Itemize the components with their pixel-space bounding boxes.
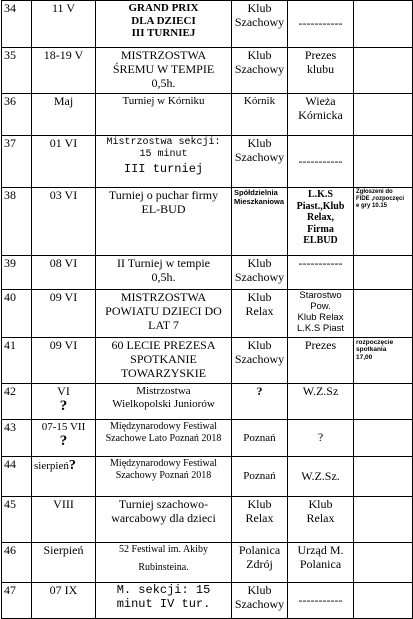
row-event: 60 LECIE PREZESA SPOTKANIE TOWARZYSKIE — [96, 338, 232, 384]
row-number: 43 — [2, 420, 32, 457]
row-organizer: W.Z.Sz. — [288, 457, 354, 497]
row-notes — [354, 543, 413, 583]
row-notes: rozpoczęcie spotkania 17,00 — [354, 338, 413, 384]
row-organizer: L.K.S Piast.,Klub Relax, Firma ELBUD — [288, 188, 354, 256]
row-number: 39 — [2, 256, 32, 290]
row-number: 37 — [2, 136, 32, 188]
row-event: Turniej szachowo- warcabowy dla dzieci — [96, 497, 232, 543]
row-number: 46 — [2, 543, 32, 583]
row-notes — [354, 583, 413, 619]
row-organizer: W.Z.Sz — [288, 384, 354, 420]
row-notes — [354, 457, 413, 497]
row-event: Mistrzostwa Wielkopolski Juniorów — [96, 384, 232, 420]
table-row — [2, 136, 413, 188]
row-number: 34 — [2, 1, 32, 48]
row-date: 09 VI — [32, 338, 96, 384]
table-row — [2, 420, 413, 457]
table-row — [2, 256, 413, 290]
row-event: GRAND PRIX DLA DZIECI III TURNIEJ — [96, 1, 232, 48]
table-row — [2, 457, 413, 497]
row-number: 36 — [2, 94, 32, 136]
row-number: 41 — [2, 338, 32, 384]
row-date: 18-19 V — [32, 48, 96, 94]
row-organizer: ----------- — [288, 136, 354, 188]
row-date: VI ? — [32, 384, 96, 420]
row-organizer: Prezes klubu — [288, 48, 354, 94]
row-date: 01 VI — [32, 136, 96, 188]
table-row — [2, 543, 413, 583]
row-date: 08 VI — [32, 256, 96, 290]
row-number: 40 — [2, 290, 32, 338]
row-organizer: ----------- — [288, 1, 354, 48]
row-event: MISTRZOSTWA ŚREMU W TEMPIE 0,5h. — [96, 48, 232, 94]
row-date: Maj — [32, 94, 96, 136]
row-place: Klub Relax — [232, 497, 288, 543]
row-place: Klub Szachowy — [232, 338, 288, 384]
row-event: 52 Festiwal im. Akiby Rubinsteina. — [96, 543, 232, 583]
row-place: Klub Szachowy — [232, 583, 288, 619]
row-notes — [354, 384, 413, 420]
row-event: Międzynarodowy Festiwal Szachowy Poznań 2018 — [96, 457, 232, 497]
row-date: 03 VI — [32, 188, 96, 256]
row-notes — [354, 256, 413, 290]
row-place: ? — [232, 384, 288, 420]
row-place: Klub Szachowy — [232, 48, 288, 94]
row-place: Klub Szachowy — [232, 256, 288, 290]
row-date: 07 IX — [32, 583, 96, 619]
row-organizer: Klub Relax — [288, 497, 354, 543]
table-row — [2, 497, 413, 543]
row-notes: Zgłoszeni do FIDE ,rozpoczęci e gry 10.15 — [354, 188, 413, 256]
row-place: Poznań — [232, 457, 288, 497]
row-organizer: Starostwo Pow. Klub Relax L.K.S Piast — [288, 290, 354, 338]
row-number: 38 — [2, 188, 32, 256]
row-date: 09 VI — [32, 290, 96, 338]
row-place: Klub Relax — [232, 290, 288, 338]
row-number: 45 — [2, 497, 32, 543]
row-notes — [354, 48, 413, 94]
table-row — [2, 384, 413, 420]
question-mark: ? — [68, 458, 76, 473]
question-mark: ? — [59, 397, 68, 414]
table-row — [2, 290, 413, 338]
row-organizer: ----------- — [288, 256, 354, 290]
row-event: Mistrzostwa sekcji: 15 minut III turniej — [96, 136, 232, 188]
table-row — [2, 338, 413, 384]
table-row — [2, 94, 413, 136]
row-organizer: ? — [288, 420, 354, 457]
row-date: VIII — [32, 497, 96, 543]
row-organizer: Wieża Kórnicka — [288, 94, 354, 136]
row-event: M. sekcji: 15 minut IV tur. — [96, 583, 232, 619]
row-event: Międzynarodowy Festiwal Szachowe Lato Poznań 2018 — [96, 420, 232, 457]
row-event: II Turniej w tempie 0,5h. — [96, 256, 232, 290]
row-event: Turniej o puchar firmy EL-BUD — [96, 188, 232, 256]
table-row — [2, 188, 413, 256]
row-place: Klub Szachowy — [232, 136, 288, 188]
row-notes — [354, 497, 413, 543]
row-organizer: Urząd M. Polanica — [288, 543, 354, 583]
row-date: sierpień? — [32, 457, 96, 497]
schedule-table — [1, 0, 413, 619]
row-organizer: Prezes — [288, 338, 354, 384]
table-row — [2, 48, 413, 94]
row-event: Turniej w Kórniku — [96, 94, 232, 136]
row-notes — [354, 136, 413, 188]
row-number: 44 — [2, 457, 32, 497]
question-mark: ? — [59, 432, 68, 449]
row-event: MISTRZOSTWA POWIATU DZIECI DO LAT 7 — [96, 290, 232, 338]
row-organizer: ----------- — [288, 583, 354, 619]
row-notes — [354, 290, 413, 338]
row-number: 47 — [2, 583, 32, 619]
row-date: 11 V — [32, 1, 96, 48]
table-row — [2, 583, 413, 619]
row-place: Poznań — [232, 420, 288, 457]
row-place: Klub Szachowy — [232, 1, 288, 48]
row-number: 42 — [2, 384, 32, 420]
row-notes — [354, 1, 413, 48]
row-date: 07-15 VII ? — [32, 420, 96, 457]
table-row — [2, 1, 413, 48]
row-date: Sierpień — [32, 543, 96, 583]
row-place: Kórnik — [232, 94, 288, 136]
row-number: 35 — [2, 48, 32, 94]
row-place: Spółdzielnia Mieszkaniowa — [232, 188, 288, 256]
row-notes — [354, 94, 413, 136]
row-notes — [354, 420, 413, 457]
row-place: Polanica Zdrój — [232, 543, 288, 583]
